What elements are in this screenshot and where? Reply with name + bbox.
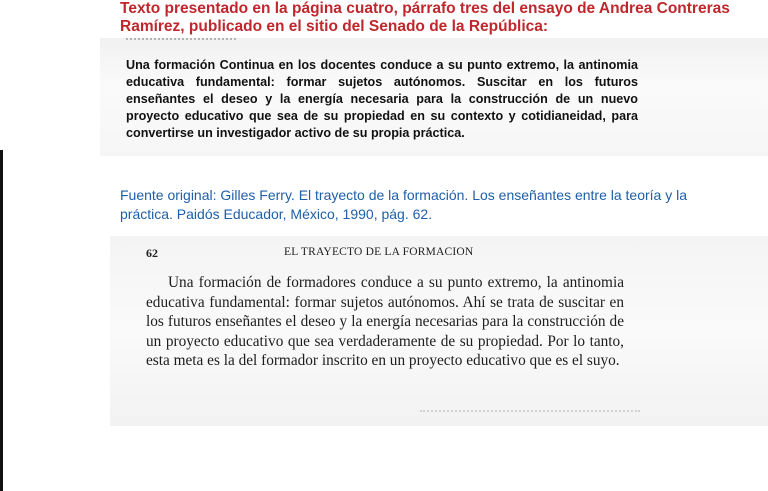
book-excerpt-text: Una formación de formadores conduce a su punto extremo, la antinomia educativa fundamental: formar sujetos autónomos. Ahí se trata de suscitar en los futuros enseñantes el deseo y la energía necesarias para la construcción de un proyecto educativo que sea verdaderamente de su propiedad. Por lo tanto, esta meta es la del formador inscrito en un proyecto educativo que es el suyo. bbox=[146, 274, 624, 370]
book-running-head: EL TRAYECTO DE LA FORMACION bbox=[284, 246, 474, 258]
essay-excerpt-text: Una formación Continua en los docentes conduce a su punto extremo, la antinomia educativa fundamental: formar sujetos autónomos. Suscitar en los futuros enseñantes el deseo y la energía necesaria para la construcción de un nuevo proyecto educativo que sea de su propiedad en su contexto y cotidianeidad, para convertirse un investigador activo de su propia práctica. bbox=[126, 58, 638, 140]
scan-bleed-through bbox=[420, 404, 640, 412]
scan-cropped-line bbox=[126, 30, 236, 40]
original-source-caption: Fuente original: Gilles Ferry. El trayecto de la formación. Los enseñantes entre la teoría y la práctica. Paidós Educador, México, 1990, pág. 62. bbox=[120, 187, 688, 222]
left-edge-bar bbox=[0, 150, 3, 491]
book-page-number: 62 bbox=[146, 246, 158, 260]
essay-source-caption: Texto presentado en la página cuatro, párrafo tres del ensayo de Andrea Contreras Ramírez, publicado en el sitio del Senado de la República: bbox=[120, 0, 730, 35]
